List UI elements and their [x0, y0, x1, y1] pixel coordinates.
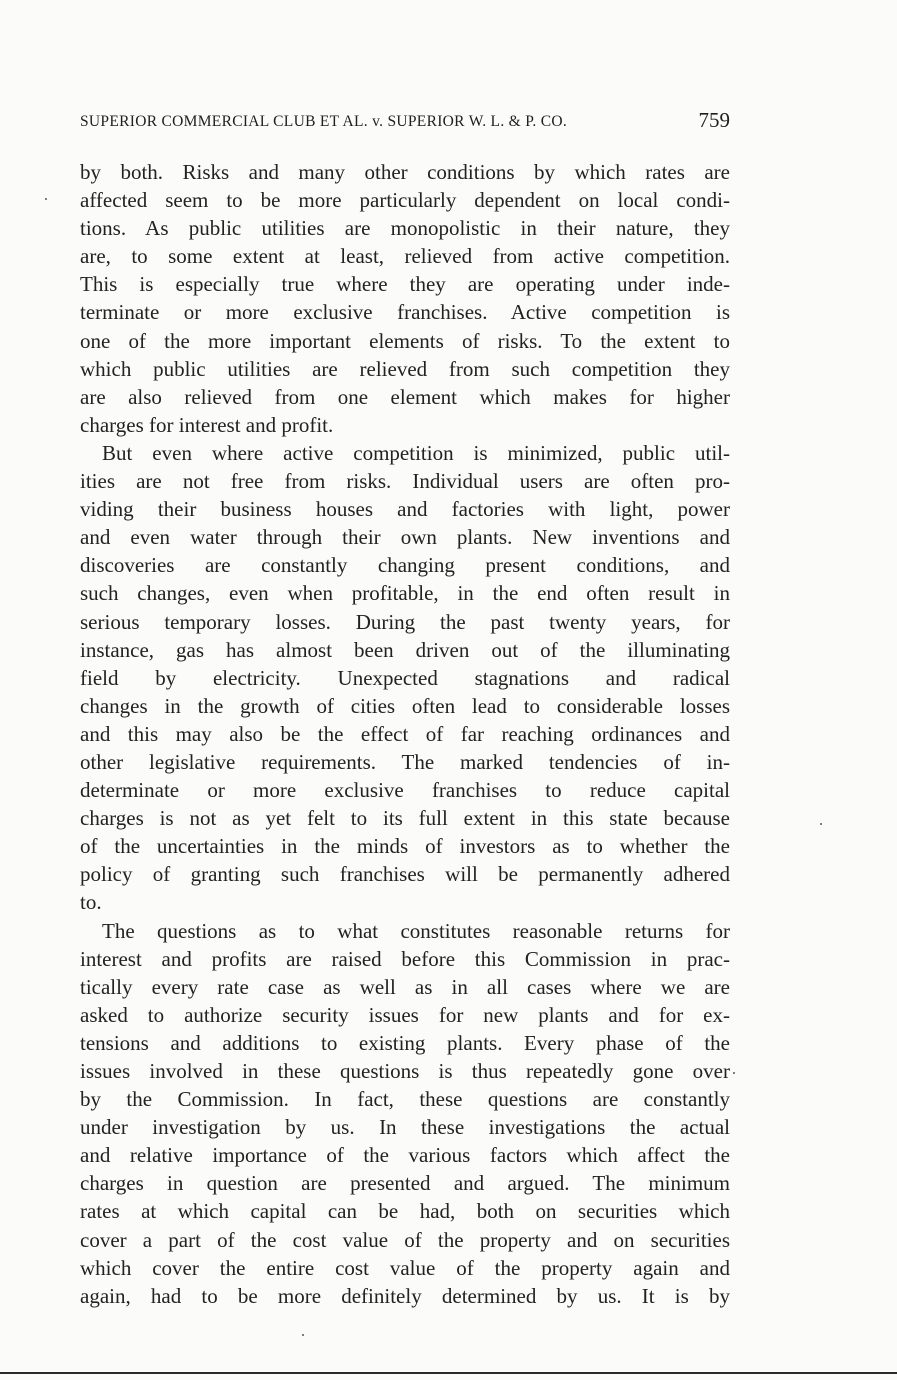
text-line: field by electricity. Unexpected stagnations and radical: [80, 665, 730, 690]
paragraph: [80, 158, 730, 439]
scan-bottom-edge: [0, 1372, 897, 1374]
text-line: tically every rate case as well as in all cases where we are: [80, 974, 730, 999]
text-line: are also relieved from one element which makes for higher: [80, 384, 730, 409]
text-line: are, to some extent at least, relieved from active competition.: [80, 244, 730, 269]
text-line: This is especially true where they are operating under inde-: [80, 272, 730, 297]
scan-speck: [820, 823, 822, 825]
text-line: viding their business houses and factories with light, power: [80, 497, 730, 522]
text-line: tensions and additions to existing plants. Every phase of the: [80, 1030, 730, 1055]
text-line: policy of granting such franchises will be permanently adhered: [80, 862, 730, 887]
text-line: charges in question are presented and argued. The minimum: [80, 1171, 730, 1196]
scan-speck: [733, 1072, 735, 1074]
text-line: one of the more important elements of risks. To the extent to: [80, 328, 730, 353]
paragraph: [80, 439, 730, 917]
text-line: by both. Risks and many other conditions by which rates are: [80, 160, 730, 184]
text-line: under investigation by us. In these investigations the actual: [80, 1115, 730, 1140]
text-line: to.: [80, 890, 102, 915]
text-line: and even water through their own plants. New inventions and: [80, 525, 730, 550]
text-line: determinate or more exclusive franchises to reduce capital: [80, 778, 730, 803]
text-line: ities are not free from risks. Individual users are often pro-: [80, 469, 730, 494]
text-line: asked to authorize security issues for new plants and for ex-: [80, 1002, 730, 1027]
text-line: instance, gas has almost been driven out of the illuminating: [80, 637, 730, 662]
text-line: issues involved in these questions is thus repeatedly gone over: [80, 1059, 730, 1083]
text-line: interest and profits are raised before this Commission in prac-: [80, 946, 730, 971]
scan-speck: [302, 1334, 304, 1336]
scan-speck: [45, 198, 47, 200]
page-header: [80, 108, 730, 136]
page-number: 759: [698, 108, 730, 132]
body-text: [80, 158, 730, 1310]
text-line: cover a part of the cost value of the property and on securities: [80, 1227, 730, 1252]
text-line: But even where active competition is minimized, public util-: [102, 440, 730, 465]
text-line: again, had to be more definitely determined by us. It is by: [80, 1283, 730, 1308]
text-line: of the uncertainties in the minds of investors as to whether the: [80, 834, 730, 859]
text-line: terminate or more exclusive franchises. Active competition is: [80, 300, 730, 325]
running-title: SUPERIOR COMMERCIAL CLUB ET AL. v. SUPERIOR W. L. & P. CO.: [80, 113, 568, 130]
text-line: rates at which capital can be had, both on securities which: [80, 1199, 730, 1224]
text-line: by the Commission. In fact, these questions are constantly: [80, 1087, 730, 1112]
text-line: affected seem to be more particularly dependent on local condi-: [80, 188, 730, 213]
text-line: charges is not as yet felt to its full extent in this state because: [80, 806, 730, 831]
text-line: such changes, even when profitable, in the end often result in: [80, 581, 730, 606]
text-line: which public utilities are relieved from such competition they: [80, 356, 730, 381]
paragraph: [80, 917, 730, 1310]
text-line: and this may also be the effect of far reaching ordinances and: [80, 721, 730, 746]
text-line: tions. As public utilities are monopolistic in their nature, they: [80, 216, 730, 241]
text-line: and relative importance of the various factors which affect the: [80, 1143, 730, 1168]
text-line: serious temporary losses. During the past twenty years, for: [80, 609, 730, 634]
text-line: which cover the entire cost value of the property again and: [80, 1255, 730, 1280]
text-line: discoveries are constantly changing present conditions, and: [80, 553, 730, 578]
text-line: The questions as to what constitutes reasonable returns for: [102, 918, 730, 943]
text-line: charges for interest and profit.: [80, 412, 334, 437]
text-line: other legislative requirements. The marked tendencies of in-: [80, 749, 730, 774]
text-line: changes in the growth of cities often lead to considerable losses: [80, 693, 730, 718]
